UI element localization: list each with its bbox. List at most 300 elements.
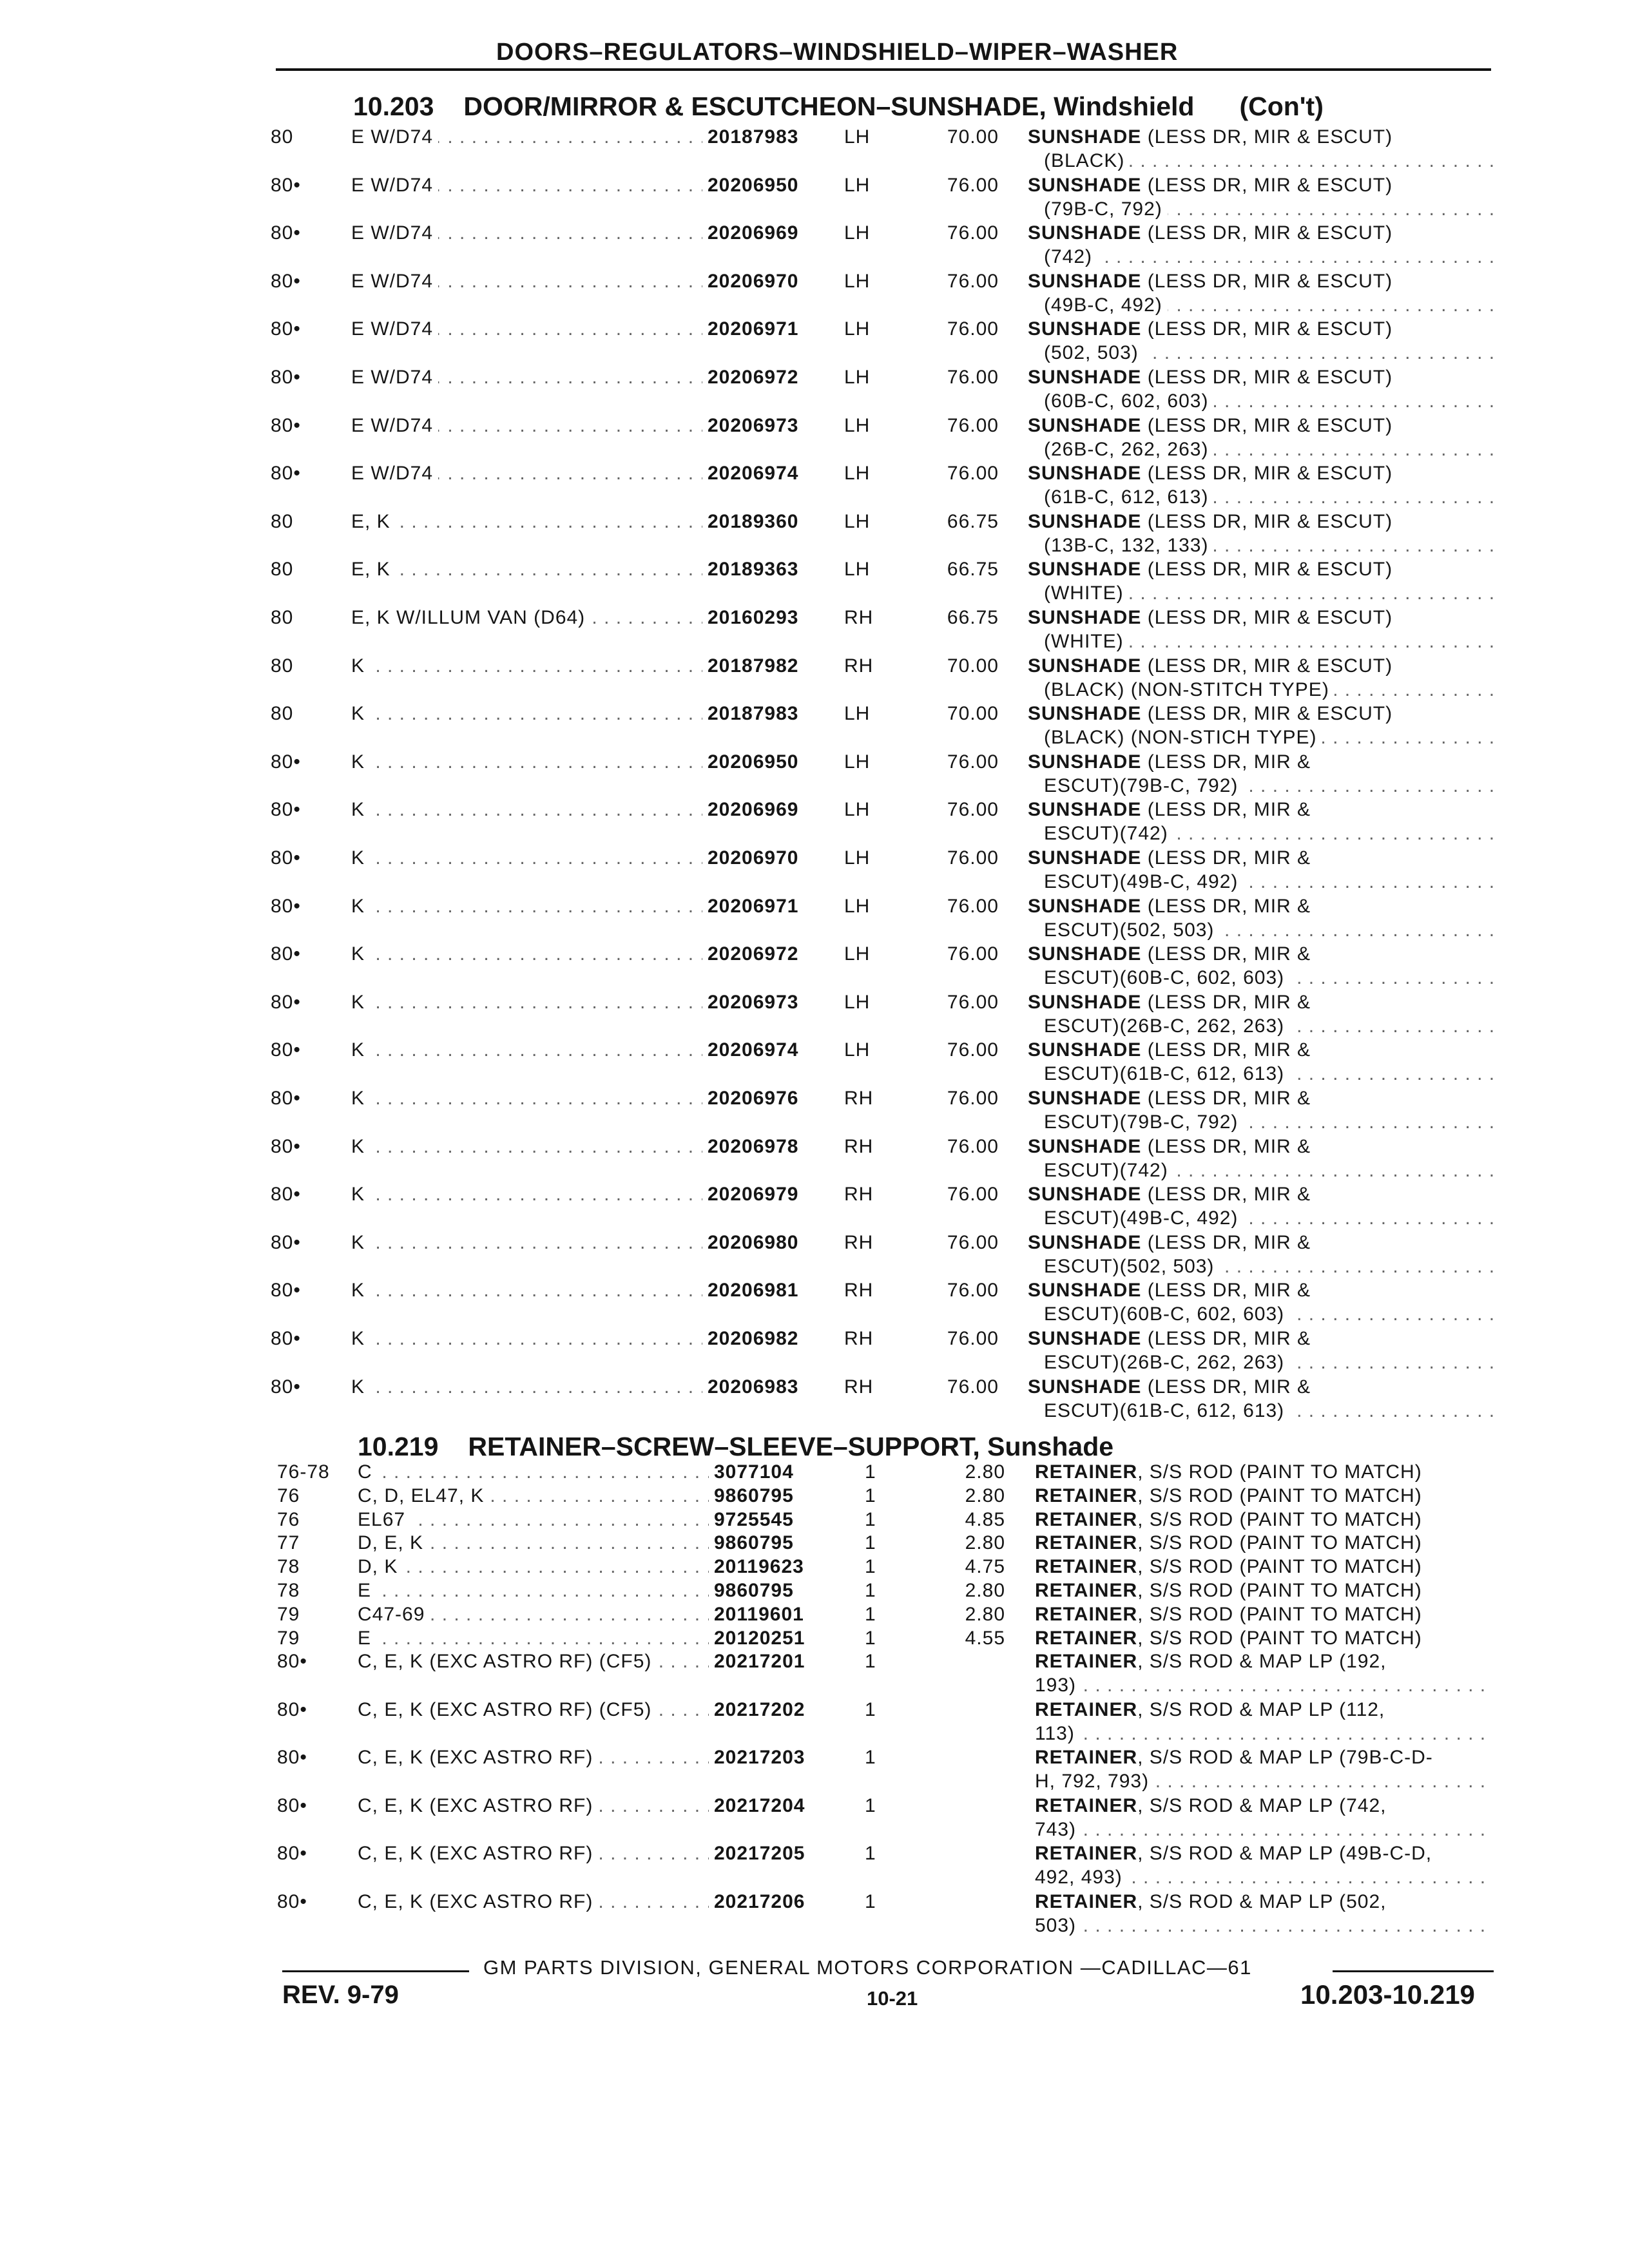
quantity: 1 (865, 1556, 876, 1578)
model-year: 80• (271, 1231, 301, 1253)
part-number: 20120251 (714, 1627, 805, 1649)
description-text: (LESS DR, MIR & ESCUT) (1141, 607, 1393, 628)
quantity: 1 (865, 1843, 876, 1865)
application-text: E W/D74 (351, 175, 438, 196)
quantity: RH (844, 1280, 874, 1302)
description-text: (LESS DR, MIR & (1141, 895, 1311, 917)
section-heading-10203 (353, 91, 1324, 122)
model-year: 78 (277, 1556, 300, 1578)
description (1028, 799, 1311, 821)
price: 76.00 (947, 895, 999, 917)
part-number: 20206950 (708, 174, 799, 196)
application (358, 1628, 709, 1649)
description-continuation (1044, 775, 1495, 797)
description-text: (LESS DR, MIR & ESCUT) (1141, 510, 1393, 532)
quantity: RH (844, 1376, 874, 1398)
part-number: 20206982 (708, 1328, 799, 1349)
part-number: 20217203 (714, 1747, 805, 1769)
part-number: 20189363 (708, 559, 799, 581)
description-text: (LESS DR, MIR & ESCUT) (1141, 559, 1393, 581)
quantity: 1 (865, 1532, 876, 1554)
part-name: RETAINER (1035, 1794, 1138, 1816)
model-year: 80• (271, 1135, 301, 1157)
description-continuation (1044, 1015, 1495, 1037)
description-continuation (1035, 1819, 1486, 1841)
model-year: 76 (277, 1508, 300, 1530)
quantity: 1 (865, 1485, 876, 1506)
description-continuation (1044, 582, 1495, 604)
application-text: K (351, 1184, 370, 1205)
description-text: (LESS DR, MIR & ESCUT) (1141, 414, 1393, 436)
price: 4.85 (965, 1508, 1005, 1530)
description (1035, 1795, 1387, 1817)
model-year: 80 (271, 559, 294, 581)
part-name: SUNSHADE (1028, 126, 1142, 148)
price: 76.00 (947, 1280, 999, 1302)
application (358, 1461, 709, 1483)
description-continuation (1044, 727, 1495, 749)
model-year: 80• (271, 1280, 301, 1302)
part-number: 20217204 (714, 1794, 805, 1816)
part-number: 20206969 (708, 222, 799, 244)
description-text: (LESS DR, MIR & ESCUT) (1141, 463, 1393, 485)
part-number: 3077104 (714, 1461, 794, 1483)
description-text: , S/S ROD & MAP LP (192, (1137, 1651, 1387, 1673)
page-number: 10-21 (867, 1987, 918, 2010)
application-text: K (351, 1232, 370, 1253)
part-number: 20206970 (708, 270, 799, 292)
model-year: 80• (271, 751, 301, 773)
description-continuation (1044, 198, 1495, 220)
application-text: D, E, K (358, 1532, 429, 1553)
application (351, 222, 702, 244)
description (1028, 896, 1311, 918)
description-continuation-text: 743) (1035, 1819, 1081, 1840)
price: 76.00 (947, 1328, 999, 1349)
part-name: SUNSHADE (1028, 559, 1142, 581)
description-continuation-text: (742) (1044, 246, 1097, 267)
part-name: SUNSHADE (1028, 1135, 1142, 1157)
application (351, 1376, 702, 1398)
description-continuation (1044, 1256, 1495, 1278)
part-number: 9860795 (714, 1532, 794, 1554)
application-text: E, K (351, 511, 396, 532)
part-name: SUNSHADE (1028, 1088, 1142, 1109)
description-continuation (1044, 1352, 1495, 1374)
model-year: 80• (271, 847, 301, 869)
application (351, 799, 702, 821)
description-continuation (1044, 390, 1495, 412)
part-name: SUNSHADE (1028, 703, 1142, 725)
price: 76.00 (947, 414, 999, 436)
part-number: 20206976 (708, 1088, 799, 1109)
quantity: LH (844, 847, 871, 869)
part-number: 20187982 (708, 655, 799, 677)
part-name: SUNSHADE (1028, 367, 1142, 388)
price: 4.55 (965, 1627, 1005, 1649)
quantity: RH (844, 1184, 874, 1206)
application-text: K (351, 992, 370, 1013)
part-number: 20206979 (708, 1184, 799, 1206)
part-name: RETAINER (1035, 1485, 1138, 1506)
price: 76.00 (947, 222, 999, 244)
application (358, 1509, 709, 1531)
application (351, 318, 702, 340)
model-year: 80 (271, 510, 294, 532)
model-year: 80 (271, 607, 294, 628)
part-name: SUNSHADE (1028, 414, 1142, 436)
quantity: LH (844, 703, 871, 725)
part-number: 20206980 (708, 1231, 799, 1253)
part-number: 20206971 (708, 895, 799, 917)
part-name: RETAINER (1035, 1698, 1138, 1720)
price: 76.00 (947, 1231, 999, 1253)
application (351, 847, 702, 869)
description-text: , S/S ROD & MAP LP (49B-C-D, (1137, 1843, 1432, 1865)
price: 76.00 (947, 847, 999, 869)
description (1028, 559, 1393, 581)
part-name: SUNSHADE (1028, 895, 1142, 917)
description-continuation-text: (502, 503) (1044, 342, 1144, 363)
description-text: (LESS DR, MIR & (1141, 943, 1311, 965)
quantity: LH (844, 751, 871, 773)
part-name: RETAINER (1035, 1556, 1138, 1578)
part-number: 20206950 (708, 751, 799, 773)
price: 76.00 (947, 270, 999, 292)
section-number: 10.219 (358, 1432, 439, 1461)
description (1028, 1328, 1311, 1350)
application (351, 126, 702, 148)
model-year: 80• (271, 943, 301, 965)
description (1035, 1699, 1385, 1721)
application (351, 415, 702, 437)
description (1028, 655, 1393, 677)
application-text: K (351, 896, 370, 917)
model-year: 80• (277, 1843, 307, 1865)
description (1028, 703, 1393, 725)
part-name: SUNSHADE (1028, 1231, 1142, 1253)
part-number: 20206973 (708, 414, 799, 436)
description-continuation-text: (13B-C, 132, 133) (1044, 535, 1213, 556)
description (1035, 1651, 1387, 1673)
description-continuation-text: ESCUT)(26B-C, 262, 263) (1044, 1352, 1289, 1373)
quantity: LH (844, 270, 871, 292)
part-name: SUNSHADE (1028, 943, 1142, 965)
quantity: 1 (865, 1794, 876, 1816)
description-continuation-text: (BLACK) (NON-STITCH TYPE) (1044, 679, 1335, 700)
description (1035, 1843, 1432, 1865)
model-year: 78 (277, 1580, 300, 1601)
description-continuation-text: ESCUT)(502, 503) (1044, 919, 1219, 941)
application (358, 1556, 709, 1578)
description (1028, 1039, 1311, 1061)
application (351, 271, 702, 293)
description-continuation-text: 492, 493) (1035, 1867, 1128, 1888)
part-name: SUNSHADE (1028, 991, 1142, 1013)
price: 2.80 (965, 1485, 1005, 1506)
description (1028, 1280, 1311, 1302)
description-continuation (1044, 631, 1495, 653)
description-continuation-text: (WHITE) (1044, 631, 1129, 652)
quantity: 1 (865, 1698, 876, 1720)
model-year: 80• (271, 222, 301, 244)
model-year: 80• (271, 1328, 301, 1349)
part-number: 20206969 (708, 799, 799, 821)
description (1028, 511, 1393, 533)
part-name: RETAINER (1035, 1461, 1138, 1483)
application-text: K (351, 703, 370, 724)
model-year: 80• (271, 367, 301, 388)
description-continuation (1035, 1723, 1486, 1745)
description (1028, 1136, 1311, 1158)
application-text: C47-69 (358, 1604, 430, 1625)
part-name: RETAINER (1035, 1532, 1138, 1554)
quantity: 1 (865, 1580, 876, 1601)
part-number: 20206983 (708, 1376, 799, 1398)
description-text: (LESS DR, MIR & ESCUT) (1141, 270, 1393, 292)
footer-rule-right (1333, 1970, 1494, 1972)
part-number: 20206974 (708, 463, 799, 485)
application (358, 1891, 709, 1913)
description (1028, 367, 1393, 389)
description-continuation (1044, 342, 1495, 364)
model-year: 80• (277, 1651, 307, 1673)
part-name: SUNSHADE (1028, 607, 1142, 628)
description (1028, 1088, 1311, 1110)
part-number: 20206978 (708, 1135, 799, 1157)
description-continuation (1044, 823, 1495, 845)
quantity: RH (844, 1328, 874, 1349)
description-text: (LESS DR, MIR & ESCUT) (1141, 703, 1393, 725)
description-text: , S/S ROD (PAINT TO MATCH) (1137, 1508, 1422, 1530)
quantity: LH (844, 174, 871, 196)
description-continuation-text: (49B-C, 492) (1044, 294, 1168, 316)
application (358, 1843, 709, 1865)
part-name: SUNSHADE (1028, 1280, 1142, 1302)
price: 76.00 (947, 943, 999, 965)
part-name: SUNSHADE (1028, 1376, 1142, 1398)
model-year: 79 (277, 1603, 300, 1625)
model-year: 80• (271, 174, 301, 196)
application-text: K (351, 943, 370, 965)
application-text: EL67 (358, 1509, 410, 1530)
section-title: DOOR/MIRROR & ESCUTCHEON–SUNSHADE, Windshield (463, 91, 1195, 121)
part-number: 20206981 (708, 1280, 799, 1302)
description-text: (LESS DR, MIR & ESCUT) (1141, 318, 1393, 340)
description (1028, 1376, 1311, 1398)
application-text: E (358, 1628, 376, 1649)
description-continuation (1044, 1160, 1495, 1182)
quantity: 1 (865, 1603, 876, 1625)
description (1028, 271, 1393, 293)
description-continuation-text: ESCUT)(502, 503) (1044, 1256, 1219, 1277)
application-text: E (358, 1580, 376, 1601)
description-continuation-text: 193) (1035, 1675, 1081, 1696)
application (358, 1485, 709, 1507)
price: 76.00 (947, 1088, 999, 1109)
header-rule (276, 68, 1491, 71)
model-year: 80 (271, 655, 294, 677)
application (351, 1088, 702, 1110)
description-continuation-text: (WHITE) (1044, 582, 1129, 604)
quantity: LH (844, 559, 871, 581)
price: 70.00 (947, 655, 999, 677)
part-number: 20206972 (708, 367, 799, 388)
application (351, 367, 702, 389)
description (1035, 1580, 1422, 1602)
description-text: (LESS DR, MIR & ESCUT) (1141, 126, 1393, 148)
price: 76.00 (947, 1135, 999, 1157)
application-text: E, K W/ILLUM VAN (D64) (351, 607, 590, 628)
description (1028, 463, 1393, 485)
price: 2.80 (965, 1603, 1005, 1625)
quantity: LH (844, 1039, 871, 1061)
quantity: LH (844, 463, 871, 485)
model-year: 80• (277, 1698, 307, 1720)
application-text: D, K (358, 1556, 403, 1577)
application (351, 751, 702, 773)
description-continuation-text: ESCUT)(79B-C, 792) (1044, 775, 1243, 796)
description (1035, 1891, 1387, 1913)
description-text: , S/S ROD (PAINT TO MATCH) (1137, 1603, 1422, 1625)
application (351, 559, 702, 581)
quantity: LH (844, 895, 871, 917)
part-name: RETAINER (1035, 1890, 1138, 1912)
description (1028, 1232, 1311, 1254)
description-continuation-text: 503) (1035, 1915, 1081, 1936)
description-text: (LESS DR, MIR & (1141, 1184, 1311, 1206)
model-year: 77 (277, 1532, 300, 1554)
part-number: 20206971 (708, 318, 799, 340)
description (1028, 415, 1393, 437)
price: 76.00 (947, 367, 999, 388)
price: 76.00 (947, 174, 999, 196)
quantity: LH (844, 318, 871, 340)
description-text: (LESS DR, MIR & (1141, 1135, 1311, 1157)
description-text: (LESS DR, MIR & (1141, 751, 1311, 773)
part-name: SUNSHADE (1028, 799, 1142, 821)
quantity: 1 (865, 1747, 876, 1769)
footer-publisher: GM PARTS DIVISION, GENERAL MOTORS CORPORATION —CADILLAC—61 (483, 1956, 1252, 1979)
application (351, 1184, 702, 1206)
application-text: C, E, K (EXC ASTRO RF) (358, 1843, 598, 1864)
price: 76.00 (947, 1184, 999, 1206)
application-text: C (358, 1461, 378, 1483)
application (351, 175, 702, 197)
application-text: K (351, 1088, 370, 1109)
description-text: , S/S ROD (PAINT TO MATCH) (1137, 1461, 1422, 1483)
description (1028, 992, 1311, 1014)
model-year: 80• (271, 414, 301, 436)
description-continuation (1035, 1915, 1486, 1937)
part-number: 20206972 (708, 943, 799, 965)
description-continuation (1044, 294, 1495, 316)
part-name: SUNSHADE (1028, 655, 1142, 677)
part-number: 9860795 (714, 1485, 794, 1506)
description (1028, 1184, 1311, 1206)
application (358, 1651, 709, 1673)
application (351, 1328, 702, 1350)
application (351, 703, 702, 725)
price: 76.00 (947, 1376, 999, 1398)
description (1035, 1556, 1422, 1578)
price: 76.00 (947, 318, 999, 340)
description (1028, 847, 1311, 869)
description (1028, 126, 1393, 148)
description-continuation (1044, 967, 1495, 989)
price: 2.80 (965, 1532, 1005, 1554)
description-continuation-text: (61B-C, 612, 613) (1044, 486, 1213, 508)
price: 66.75 (947, 510, 999, 532)
part-number: 20189360 (708, 510, 799, 532)
part-number: 20217202 (714, 1698, 805, 1720)
description-continuation-text: (79B-C, 792) (1044, 198, 1168, 220)
description-continuation-text: H, 792, 793) (1035, 1771, 1154, 1792)
model-year: 80• (271, 895, 301, 917)
part-name: RETAINER (1035, 1603, 1138, 1625)
description-text: (LESS DR, MIR & ESCUT) (1141, 367, 1393, 388)
description-continuation (1044, 1400, 1495, 1422)
description-text: (LESS DR, MIR & (1141, 1280, 1311, 1302)
application (351, 1232, 702, 1254)
description (1035, 1604, 1422, 1626)
application (351, 1039, 702, 1061)
model-year: 80• (271, 1088, 301, 1109)
description-continuation-text: ESCUT)(49B-C, 492) (1044, 1207, 1243, 1229)
description-text: , S/S ROD (PAINT TO MATCH) (1137, 1556, 1422, 1578)
description-continuation (1044, 535, 1495, 557)
part-name: SUNSHADE (1028, 1039, 1142, 1061)
part-number: 20119601 (714, 1603, 804, 1625)
description-text: (LESS DR, MIR & (1141, 799, 1311, 821)
description (1028, 175, 1393, 197)
application-text: K (351, 1328, 370, 1349)
description-text: , S/S ROD & MAP LP (502, (1137, 1890, 1387, 1912)
application (358, 1580, 709, 1602)
description-continuation (1044, 150, 1495, 172)
description-text: (LESS DR, MIR & ESCUT) (1141, 222, 1393, 244)
description-continuation (1044, 246, 1495, 268)
quantity: LH (844, 222, 871, 244)
quantity: LH (844, 510, 871, 532)
description-continuation (1044, 679, 1495, 701)
description-continuation (1044, 486, 1495, 508)
application-text: C, E, K (EXC ASTRO RF) (358, 1747, 598, 1768)
model-year: 80• (277, 1890, 307, 1912)
section-title: RETAINER–SCREW–SLEEVE–SUPPORT, Sunshade (468, 1432, 1114, 1461)
description-text: (LESS DR, MIR & (1141, 1231, 1311, 1253)
section-range-ref: 10.203-10.219 (1300, 1979, 1475, 2010)
quantity: 1 (865, 1508, 876, 1530)
price: 2.80 (965, 1580, 1005, 1601)
part-name: SUNSHADE (1028, 847, 1142, 869)
quantity: LH (844, 367, 871, 388)
footer-rule-left (282, 1970, 469, 1972)
application (351, 463, 702, 485)
part-name: SUNSHADE (1028, 270, 1142, 292)
application-text: E, K (351, 559, 396, 580)
description-text: (LESS DR, MIR & (1141, 1376, 1311, 1398)
model-year: 80• (271, 799, 301, 821)
description-text: (LESS DR, MIR & (1141, 991, 1311, 1013)
description (1028, 751, 1311, 773)
model-year: 80• (271, 270, 301, 292)
application-text: E W/D74 (351, 222, 438, 244)
part-name: RETAINER (1035, 1627, 1138, 1649)
part-name: SUNSHADE (1028, 463, 1142, 485)
description-continuation (1044, 1111, 1495, 1133)
part-number: 20206974 (708, 1039, 799, 1061)
